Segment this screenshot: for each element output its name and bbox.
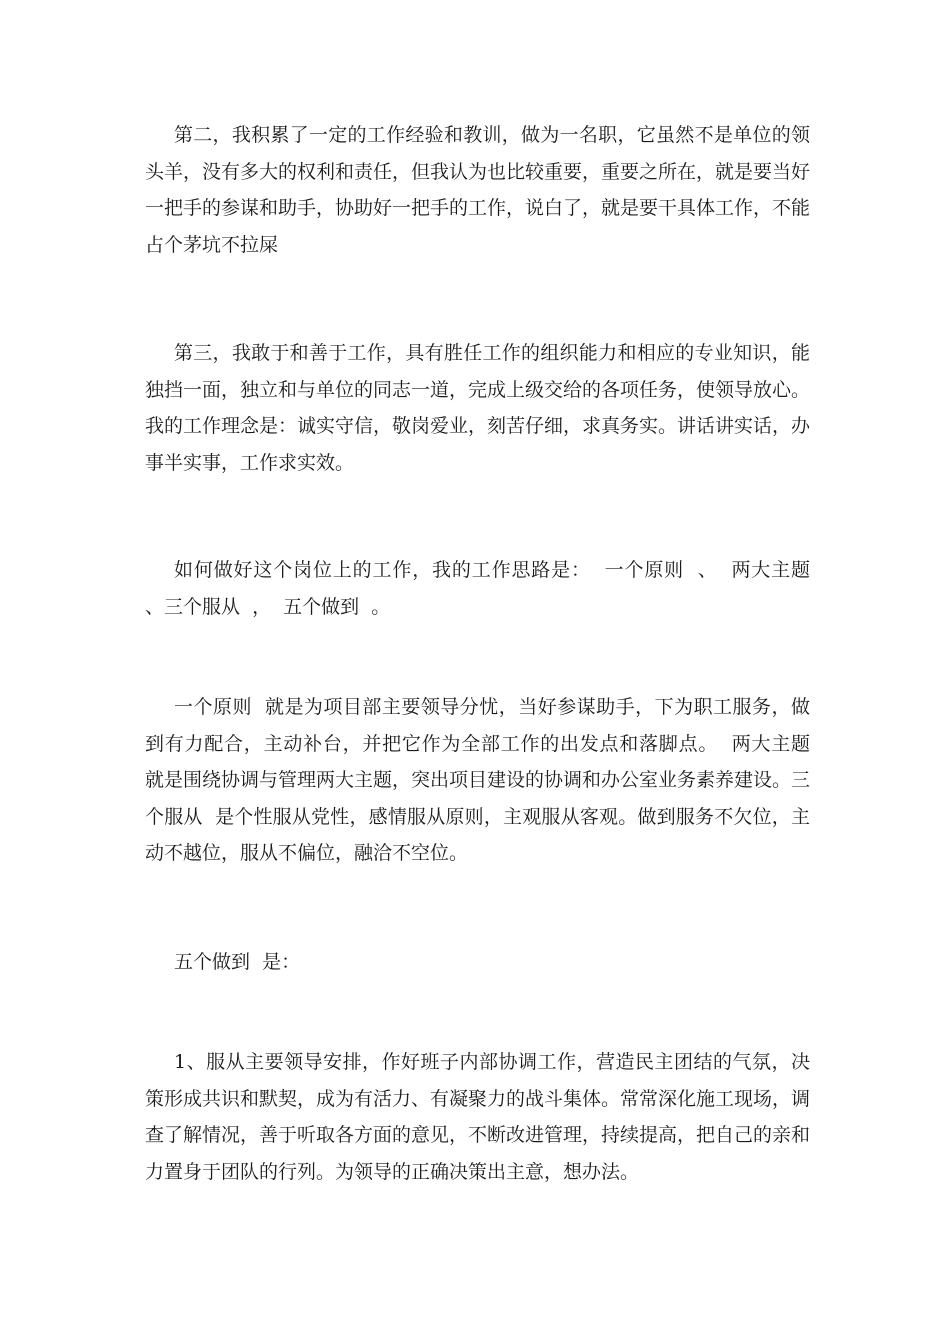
paragraph-five-achievements-heading: 五个做到 是： bbox=[174, 951, 301, 973]
paragraph-work-approach: 如何做好这个岗位上的工作，我的工作思路是： 一个原则 、 两大主题 、三个服从 ， 五个做到 。 bbox=[145, 559, 823, 618]
paragraph-principles-explained: 一个原则 就是为项目部主要领导分忧，当好参谋助手，下为职工服务，做到有力配合，主动补台，并把它作为全部工作的出发点和落脚点。 两大主题 就是围绕协调与管理两大主题，突出项目建设的协调和办公室业务素养建设。三个服从 是个性服从党性，感情服从原则，主观服从客观。做到服务不欠位，主动不越位，服从不偏位，融洽不空位。 bbox=[145, 696, 823, 864]
paragraph-third-point: 第三，我敢于和善于工作，具有胜任工作的组织能力和相应的专业知识，能独挡一面，独立和与单位的同志一道，完成上级交给的各项任务，使领导放心。我的工作理念是：诚实守信，敬岗爱业，刻苦仔细，求真务实。讲话讲实话，办事半实事，工作求实效。 bbox=[145, 342, 811, 474]
paragraph-item-1: 1、服从主要领导安排，作好班子内部协调工作，营造民主团结的气氛，决策形成共识和默契，成为有活力、有凝聚力的战斗集体。常常深化施工现场，调查了解情况，善于听取各方面的意见，不断改进管理，持续提高，把自己的亲和力置身于团队的行列。为领导的正确决策出主意，想办法。 bbox=[145, 1051, 811, 1183]
paragraph-second-point: 第二，我积累了一定的工作经验和教训，做为一名职，它虽然不是单位的领头羊，没有多大的权利和责任，但我认为也比较重要，重要之所在，就是要当好一把手的参谋和助手，协助好一把手的工作，说白了，就是要干具体工作，不能 占个茅坑不拉屎 bbox=[145, 124, 823, 256]
